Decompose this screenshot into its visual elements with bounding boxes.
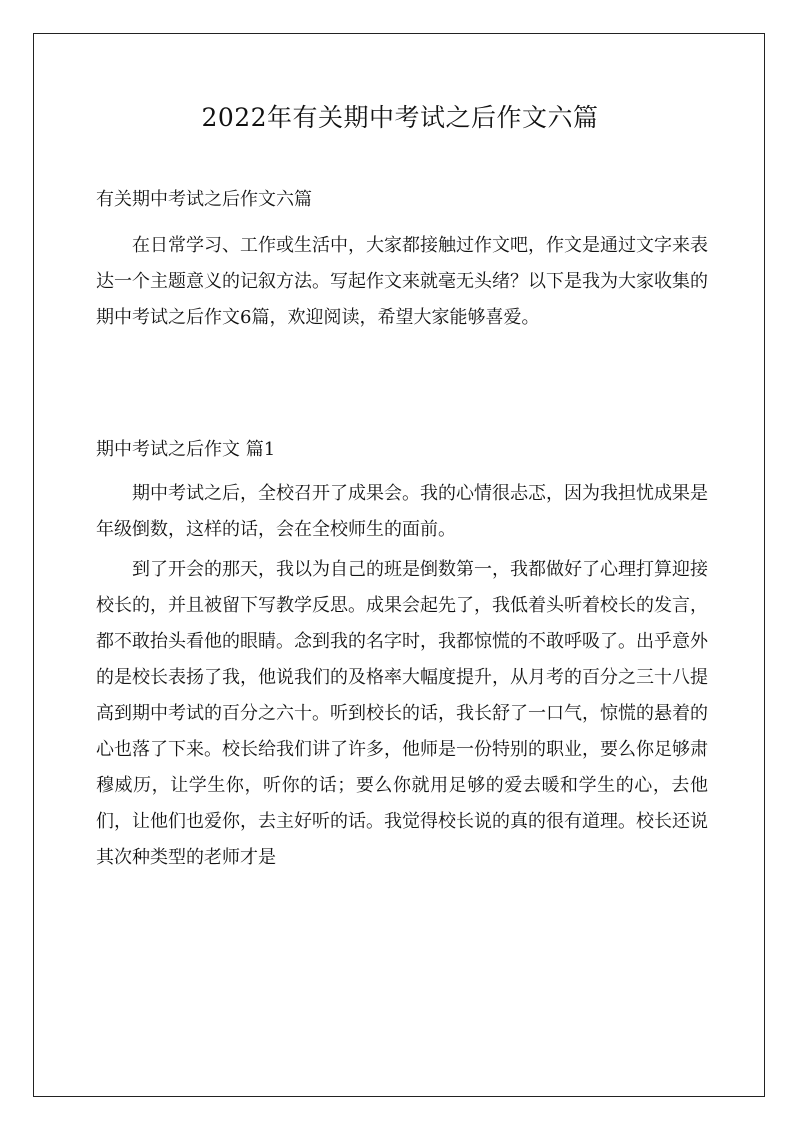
- body-paragraph-1: 期中考试之后，全校召开了成果会。我的心情很忐忑，因为我担忧成果是年级倒数，这样的话，会在全校师生的面前。: [96, 483, 708, 540]
- intro-section: [96, 228, 708, 340]
- intro-paragraph: 在日常学习、工作或生活中，大家都接触过作文吧，作文是通过文字来表达一个主题意义的记叙方法。写起作文来就毫无头绪？以下是我为大家收集的期中考试之后作文6篇，欢迎阅读，希望大家能够喜爱。: [96, 235, 708, 328]
- article-heading: [96, 182, 708, 218]
- section-heading: [96, 432, 708, 468]
- body-paragraph-2: 到了开会的那天，我以为自己的班是倒数第一，我都做好了心理打算迎接校长的，并且被留下写教学反思。成果会起先了，我低着头听着校长的发言，都不敢抬头看他的眼睛。念到我的名字时，我都惊慌的不敢呼吸了。出乎意外的是校长表扬了我，他说我们的及格率大幅度提升，从月考的百分之三十八提高到期中考试的百分之六十。听到校长的话，我长舒了一口气，惊慌的悬着的心也落了下来。校长给我们讲了许多，他师是一份特别的职业，要么你足够肃穆威历，让学生你，听你的话；要么你就用足够的爱去暖和学生的心，去他们，让他们也爱你，去主好听的话。我觉得校长说的真的很有道理。校长还说其次种类型的老师才是: [96, 559, 708, 868]
- section-heading-text: 期中考试之后作文 篇1: [96, 439, 276, 460]
- article-body: [96, 476, 708, 880]
- article-heading-text: 有关期中考试之后作文六篇: [96, 189, 312, 210]
- document-title: 2022年有关期中考试之后作文六篇: [201, 103, 599, 132]
